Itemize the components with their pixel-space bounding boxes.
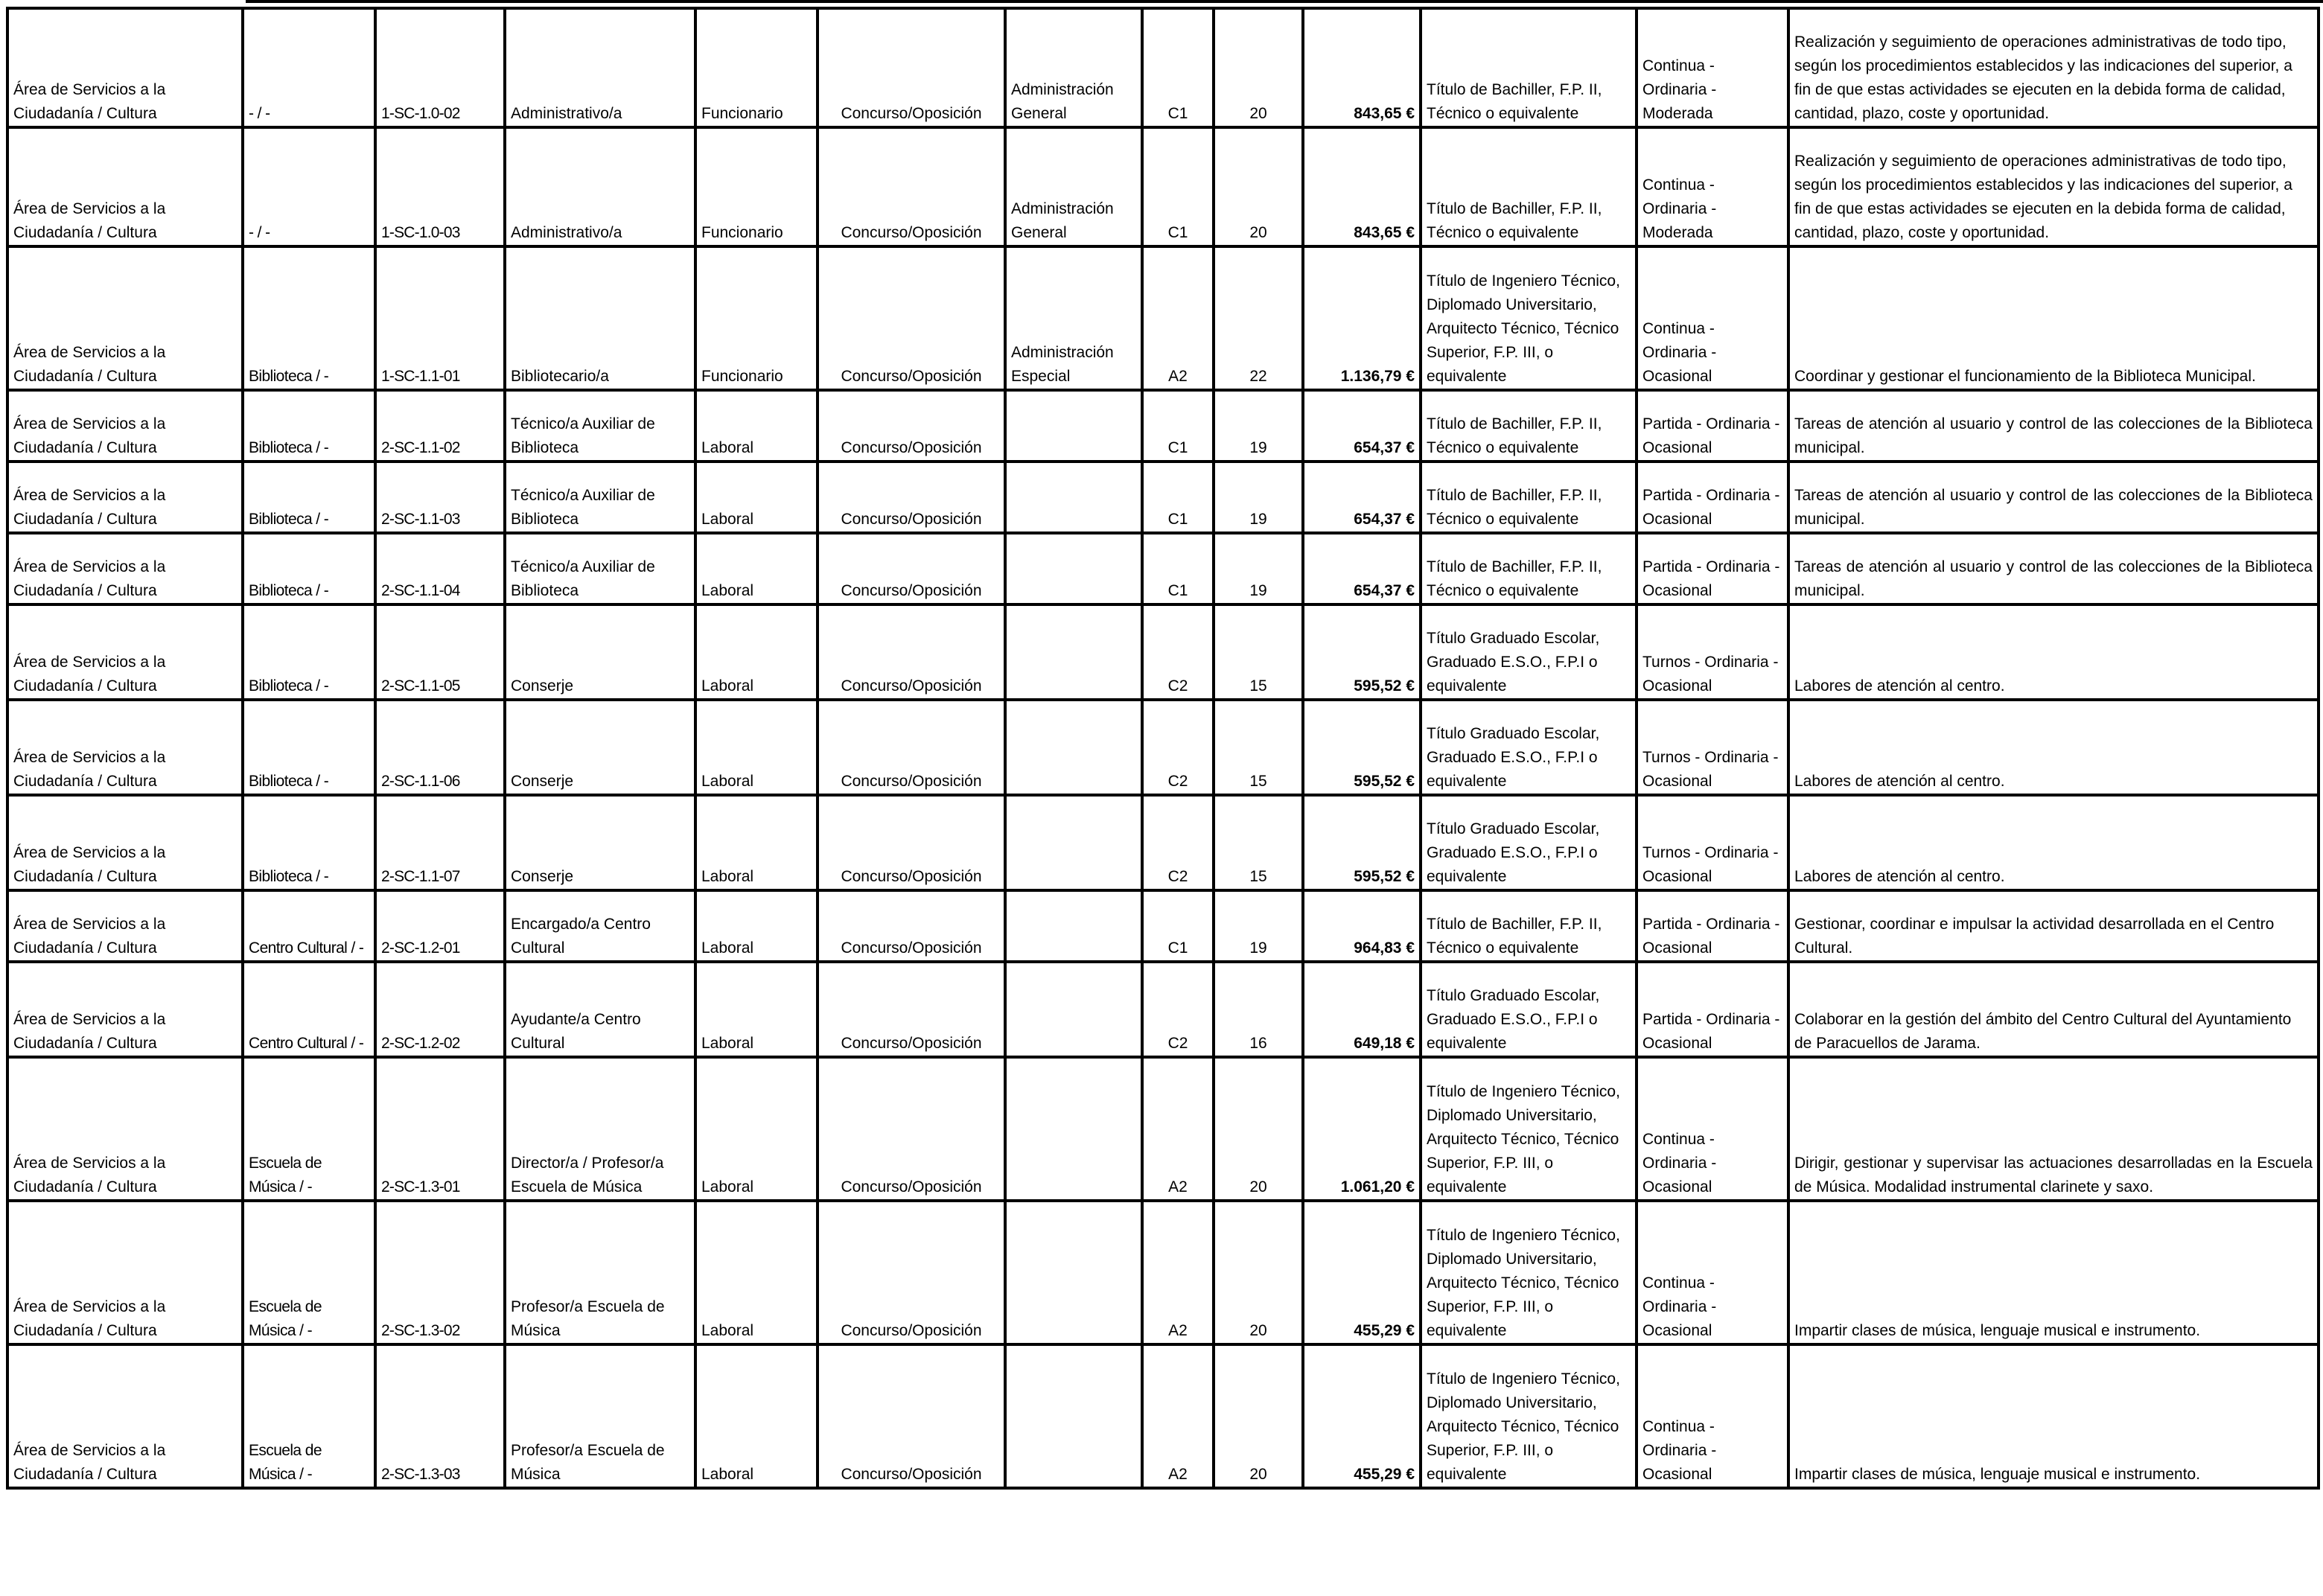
code-cell: 2-SC-1.1-06: [375, 700, 505, 795]
duties-cell: Realización y seguimiento de operaciones administrativas de todo tipo, según los procedimientos establecidos y las indicaciones del superior, a fin de que estas actividades se ejecuten en la debida forma de calidad, cantidad, plazo, coste y oportunidad.: [1788, 127, 2319, 246]
code-cell: 1-SC-1.0-02: [375, 8, 505, 127]
unit-cell: Escuela de Música / -: [243, 1344, 375, 1488]
provision-system-cell: Concurso/Oposición: [818, 246, 1005, 390]
code-cell: 2-SC-1.1-02: [375, 390, 505, 462]
schedule-cell: Continua - Ordinaria - Ocasional: [1637, 1344, 1788, 1488]
position-name-cell: Director/a / Profesor/a Escuela de Música: [505, 1057, 695, 1201]
level-cell: 20: [1214, 1344, 1303, 1488]
position-name-cell: Encargado/a Centro Cultural: [505, 890, 695, 962]
code-cell: 1-SC-1.0-03: [375, 127, 505, 246]
table-row: [7, 700, 2319, 795]
unit-cell: Escuela de Música / -: [243, 1057, 375, 1201]
duties-cell: Tareas de atención al usuario y control de las colecciones de la Biblioteca municipal.: [1788, 533, 2319, 604]
table-row: [7, 462, 2319, 533]
complement-amount-cell: 1.136,79 €: [1303, 246, 1421, 390]
position-name-cell: Ayudante/a Centro Cultural: [505, 962, 695, 1057]
position-name-cell: Administrativo/a: [505, 8, 695, 127]
group-cell: C2: [1142, 604, 1214, 700]
code-cell: 2-SC-1.1-04: [375, 533, 505, 604]
duties-cell: Coordinar y gestionar el funcionamiento de la Biblioteca Municipal.: [1788, 246, 2319, 390]
position-name-cell: Conserje: [505, 700, 695, 795]
complement-amount-cell: 843,65 €: [1303, 127, 1421, 246]
level-cell: 19: [1214, 890, 1303, 962]
level-cell: 20: [1214, 1201, 1303, 1344]
provision-system-cell: Concurso/Oposición: [818, 533, 1005, 604]
position-name-cell: Profesor/a Escuela de Música: [505, 1201, 695, 1344]
schedule-cell: Partida - Ordinaria - Ocasional: [1637, 890, 1788, 962]
complement-amount-cell: 964,83 €: [1303, 890, 1421, 962]
area-cell: Área de Servicios a la Ciudadanía / Cultura: [7, 246, 243, 390]
qualification-cell: Título de Bachiller, F.P. II, Técnico o equivalente: [1421, 390, 1637, 462]
employment-type-cell: Funcionario: [695, 127, 818, 246]
schedule-cell: Continua - Ordinaria - Ocasional: [1637, 246, 1788, 390]
schedule-cell: Partida - Ordinaria - Ocasional: [1637, 533, 1788, 604]
employment-type-cell: Funcionario: [695, 246, 818, 390]
table-row: [7, 795, 2319, 890]
employment-type-cell: Laboral: [695, 533, 818, 604]
unit-cell: Biblioteca / -: [243, 795, 375, 890]
complement-amount-cell: 649,18 €: [1303, 962, 1421, 1057]
employment-type-cell: Laboral: [695, 462, 818, 533]
complement-amount-cell: 595,52 €: [1303, 604, 1421, 700]
duties-cell: Dirigir, gestionar y supervisar las actuaciones desarrolladas en la Escuela de Música. Modalidad instrumental clarinete y saxo.: [1788, 1057, 2319, 1201]
schedule-cell: Continua - Ordinaria - Moderada: [1637, 127, 1788, 246]
position-name-cell: Conserje: [505, 795, 695, 890]
provision-system-cell: Concurso/Oposición: [818, 462, 1005, 533]
code-cell: 2-SC-1.1-03: [375, 462, 505, 533]
scale-cell: [1005, 390, 1142, 462]
group-cell: A2: [1142, 1344, 1214, 1488]
provision-system-cell: Concurso/Oposición: [818, 390, 1005, 462]
scale-cell: [1005, 795, 1142, 890]
position-name-cell: Técnico/a Auxiliar de Biblioteca: [505, 462, 695, 533]
group-cell: C1: [1142, 8, 1214, 127]
level-cell: 15: [1214, 795, 1303, 890]
level-cell: 15: [1214, 700, 1303, 795]
complement-amount-cell: 595,52 €: [1303, 700, 1421, 795]
level-cell: 20: [1214, 8, 1303, 127]
code-cell: 1-SC-1.1-01: [375, 246, 505, 390]
duties-cell: Tareas de atención al usuario y control de las colecciones de la Biblioteca municipal.: [1788, 390, 2319, 462]
qualification-cell: Título de Ingeniero Técnico, Diplomado Universitario, Arquitecto Técnico, Técnico Superior, F.P. III, o equivalente: [1421, 1057, 1637, 1201]
code-cell: 2-SC-1.2-01: [375, 890, 505, 962]
scale-cell: [1005, 533, 1142, 604]
unit-cell: Biblioteca / -: [243, 604, 375, 700]
area-cell: Área de Servicios a la Ciudadanía / Cultura: [7, 962, 243, 1057]
complement-amount-cell: 654,37 €: [1303, 390, 1421, 462]
table-body: [7, 8, 2319, 1488]
area-cell: Área de Servicios a la Ciudadanía / Cultura: [7, 390, 243, 462]
provision-system-cell: Concurso/Oposición: [818, 1344, 1005, 1488]
duties-cell: Impartir clases de música, lenguaje musical e instrumento.: [1788, 1344, 2319, 1488]
level-cell: 20: [1214, 1057, 1303, 1201]
group-cell: C1: [1142, 533, 1214, 604]
level-cell: 15: [1214, 604, 1303, 700]
group-cell: C1: [1142, 462, 1214, 533]
scale-cell: [1005, 890, 1142, 962]
qualification-cell: Título de Bachiller, F.P. II, Técnico o equivalente: [1421, 533, 1637, 604]
provision-system-cell: Concurso/Oposición: [818, 795, 1005, 890]
area-cell: Área de Servicios a la Ciudadanía / Cultura: [7, 127, 243, 246]
scale-cell: Administración Especial: [1005, 246, 1142, 390]
unit-cell: Centro Cultural / -: [243, 890, 375, 962]
duties-cell: Labores de atención al centro.: [1788, 604, 2319, 700]
employment-type-cell: Laboral: [695, 962, 818, 1057]
group-cell: A2: [1142, 1201, 1214, 1344]
duties-cell: Gestionar, coordinar e impulsar la actividad desarrollada en el Centro Cultural.: [1788, 890, 2319, 962]
code-cell: 2-SC-1.3-01: [375, 1057, 505, 1201]
scale-cell: [1005, 462, 1142, 533]
schedule-cell: Partida - Ordinaria - Ocasional: [1637, 390, 1788, 462]
level-cell: 20: [1214, 127, 1303, 246]
table-row: [7, 127, 2319, 246]
table-row: [7, 246, 2319, 390]
position-name-cell: Técnico/a Auxiliar de Biblioteca: [505, 390, 695, 462]
unit-cell: Centro Cultural / -: [243, 962, 375, 1057]
complement-amount-cell: 455,29 €: [1303, 1201, 1421, 1344]
code-cell: 2-SC-1.1-05: [375, 604, 505, 700]
qualification-cell: Título de Ingeniero Técnico, Diplomado Universitario, Arquitecto Técnico, Técnico Superior, F.P. III, o equivalente: [1421, 1344, 1637, 1488]
employment-type-cell: Laboral: [695, 1057, 818, 1201]
qualification-cell: Título de Bachiller, F.P. II, Técnico o equivalente: [1421, 462, 1637, 533]
qualification-cell: Título Graduado Escolar, Graduado E.S.O., F.P.I o equivalente: [1421, 795, 1637, 890]
position-name-cell: Administrativo/a: [505, 127, 695, 246]
code-cell: 2-SC-1.1-07: [375, 795, 505, 890]
employment-type-cell: Laboral: [695, 795, 818, 890]
qualification-cell: Título de Ingeniero Técnico, Diplomado Universitario, Arquitecto Técnico, Técnico Superior, F.P. III, o equivalente: [1421, 1201, 1637, 1344]
unit-cell: Biblioteca / -: [243, 533, 375, 604]
job-positions-table: [6, 7, 2320, 1490]
area-cell: Área de Servicios a la Ciudadanía / Cultura: [7, 1201, 243, 1344]
qualification-cell: Título Graduado Escolar, Graduado E.S.O., F.P.I o equivalente: [1421, 700, 1637, 795]
schedule-cell: Continua - Ordinaria - Moderada: [1637, 8, 1788, 127]
provision-system-cell: Concurso/Oposición: [818, 604, 1005, 700]
schedule-cell: Partida - Ordinaria - Ocasional: [1637, 462, 1788, 533]
area-cell: Área de Servicios a la Ciudadanía / Cultura: [7, 890, 243, 962]
complement-amount-cell: 455,29 €: [1303, 1344, 1421, 1488]
unit-cell: Escuela de Música / -: [243, 1201, 375, 1344]
area-cell: Área de Servicios a la Ciudadanía / Cultura: [7, 462, 243, 533]
complement-amount-cell: 1.061,20 €: [1303, 1057, 1421, 1201]
area-cell: Área de Servicios a la Ciudadanía / Cultura: [7, 1057, 243, 1201]
code-cell: 2-SC-1.3-03: [375, 1344, 505, 1488]
group-cell: C2: [1142, 795, 1214, 890]
top-rule: [246, 0, 2323, 3]
position-name-cell: Profesor/a Escuela de Música: [505, 1344, 695, 1488]
provision-system-cell: Concurso/Oposición: [818, 700, 1005, 795]
table-row: [7, 890, 2319, 962]
position-name-cell: Bibliotecario/a: [505, 246, 695, 390]
qualification-cell: Título de Bachiller, F.P. II, Técnico o equivalente: [1421, 890, 1637, 962]
schedule-cell: Turnos - Ordinaria - Ocasional: [1637, 700, 1788, 795]
area-cell: Área de Servicios a la Ciudadanía / Cultura: [7, 533, 243, 604]
schedule-cell: Continua - Ordinaria - Ocasional: [1637, 1201, 1788, 1344]
table-row: [7, 390, 2319, 462]
schedule-cell: Partida - Ordinaria - Ocasional: [1637, 962, 1788, 1057]
employment-type-cell: Laboral: [695, 700, 818, 795]
employment-type-cell: Funcionario: [695, 8, 818, 127]
area-cell: Área de Servicios a la Ciudadanía / Cultura: [7, 700, 243, 795]
group-cell: C2: [1142, 700, 1214, 795]
area-cell: Área de Servicios a la Ciudadanía / Cultura: [7, 604, 243, 700]
qualification-cell: Título Graduado Escolar, Graduado E.S.O., F.P.I o equivalente: [1421, 604, 1637, 700]
employment-type-cell: Laboral: [695, 390, 818, 462]
table-row: [7, 1344, 2319, 1488]
group-cell: A2: [1142, 1057, 1214, 1201]
employment-type-cell: Laboral: [695, 1344, 818, 1488]
area-cell: Área de Servicios a la Ciudadanía / Cultura: [7, 1344, 243, 1488]
complement-amount-cell: 595,52 €: [1303, 795, 1421, 890]
table-row: [7, 1057, 2319, 1201]
employment-type-cell: Laboral: [695, 890, 818, 962]
unit-cell: - / -: [243, 8, 375, 127]
table-row: [7, 1201, 2319, 1344]
provision-system-cell: Concurso/Oposición: [818, 8, 1005, 127]
duties-cell: Impartir clases de música, lenguaje musical e instrumento.: [1788, 1201, 2319, 1344]
table-row: [7, 962, 2319, 1057]
employment-type-cell: Laboral: [695, 604, 818, 700]
position-name-cell: Técnico/a Auxiliar de Biblioteca: [505, 533, 695, 604]
group-cell: A2: [1142, 246, 1214, 390]
level-cell: 19: [1214, 390, 1303, 462]
scale-cell: Administración General: [1005, 8, 1142, 127]
complement-amount-cell: 843,65 €: [1303, 8, 1421, 127]
area-cell: Área de Servicios a la Ciudadanía / Cultura: [7, 795, 243, 890]
unit-cell: - / -: [243, 127, 375, 246]
complement-amount-cell: 654,37 €: [1303, 462, 1421, 533]
scale-cell: [1005, 700, 1142, 795]
level-cell: 16: [1214, 962, 1303, 1057]
code-cell: 2-SC-1.3-02: [375, 1201, 505, 1344]
scale-cell: [1005, 1344, 1142, 1488]
table-row: [7, 533, 2319, 604]
scale-cell: [1005, 604, 1142, 700]
employment-type-cell: Laboral: [695, 1201, 818, 1344]
schedule-cell: Turnos - Ordinaria - Ocasional: [1637, 604, 1788, 700]
qualification-cell: Título de Bachiller, F.P. II, Técnico o equivalente: [1421, 127, 1637, 246]
provision-system-cell: Concurso/Oposición: [818, 1201, 1005, 1344]
group-cell: C1: [1142, 890, 1214, 962]
unit-cell: Biblioteca / -: [243, 700, 375, 795]
schedule-cell: Turnos - Ordinaria - Ocasional: [1637, 795, 1788, 890]
duties-cell: Tareas de atención al usuario y control de las colecciones de la Biblioteca municipal.: [1788, 462, 2319, 533]
provision-system-cell: Concurso/Oposición: [818, 127, 1005, 246]
group-cell: C2: [1142, 962, 1214, 1057]
code-cell: 2-SC-1.2-02: [375, 962, 505, 1057]
area-cell: Área de Servicios a la Ciudadanía / Cultura: [7, 8, 243, 127]
table-row: [7, 604, 2319, 700]
qualification-cell: Título Graduado Escolar, Graduado E.S.O., F.P.I o equivalente: [1421, 962, 1637, 1057]
provision-system-cell: Concurso/Oposición: [818, 962, 1005, 1057]
level-cell: 22: [1214, 246, 1303, 390]
provision-system-cell: Concurso/Oposición: [818, 1057, 1005, 1201]
duties-cell: Labores de atención al centro.: [1788, 700, 2319, 795]
complement-amount-cell: 654,37 €: [1303, 533, 1421, 604]
position-name-cell: Conserje: [505, 604, 695, 700]
table-row: [7, 8, 2319, 127]
group-cell: C1: [1142, 390, 1214, 462]
level-cell: 19: [1214, 462, 1303, 533]
qualification-cell: Título de Ingeniero Técnico, Diplomado Universitario, Arquitecto Técnico, Técnico Superior, F.P. III, o equivalente: [1421, 246, 1637, 390]
duties-cell: Colaborar en la gestión del ámbito del Centro Cultural del Ayuntamiento de Paracuellos de Jarama.: [1788, 962, 2319, 1057]
provision-system-cell: Concurso/Oposición: [818, 890, 1005, 962]
scale-cell: [1005, 1057, 1142, 1201]
duties-cell: Realización y seguimiento de operaciones administrativas de todo tipo, según los procedimientos establecidos y las indicaciones del superior, a fin de que estas actividades se ejecuten en la debida forma de calidad, cantidad, plazo, coste y oportunidad.: [1788, 8, 2319, 127]
qualification-cell: Título de Bachiller, F.P. II, Técnico o equivalente: [1421, 8, 1637, 127]
scale-cell: Administración General: [1005, 127, 1142, 246]
scale-cell: [1005, 962, 1142, 1057]
scale-cell: [1005, 1201, 1142, 1344]
unit-cell: Biblioteca / -: [243, 246, 375, 390]
unit-cell: Biblioteca / -: [243, 462, 375, 533]
group-cell: C1: [1142, 127, 1214, 246]
schedule-cell: Continua - Ordinaria - Ocasional: [1637, 1057, 1788, 1201]
level-cell: 19: [1214, 533, 1303, 604]
unit-cell: Biblioteca / -: [243, 390, 375, 462]
duties-cell: Labores de atención al centro.: [1788, 795, 2319, 890]
